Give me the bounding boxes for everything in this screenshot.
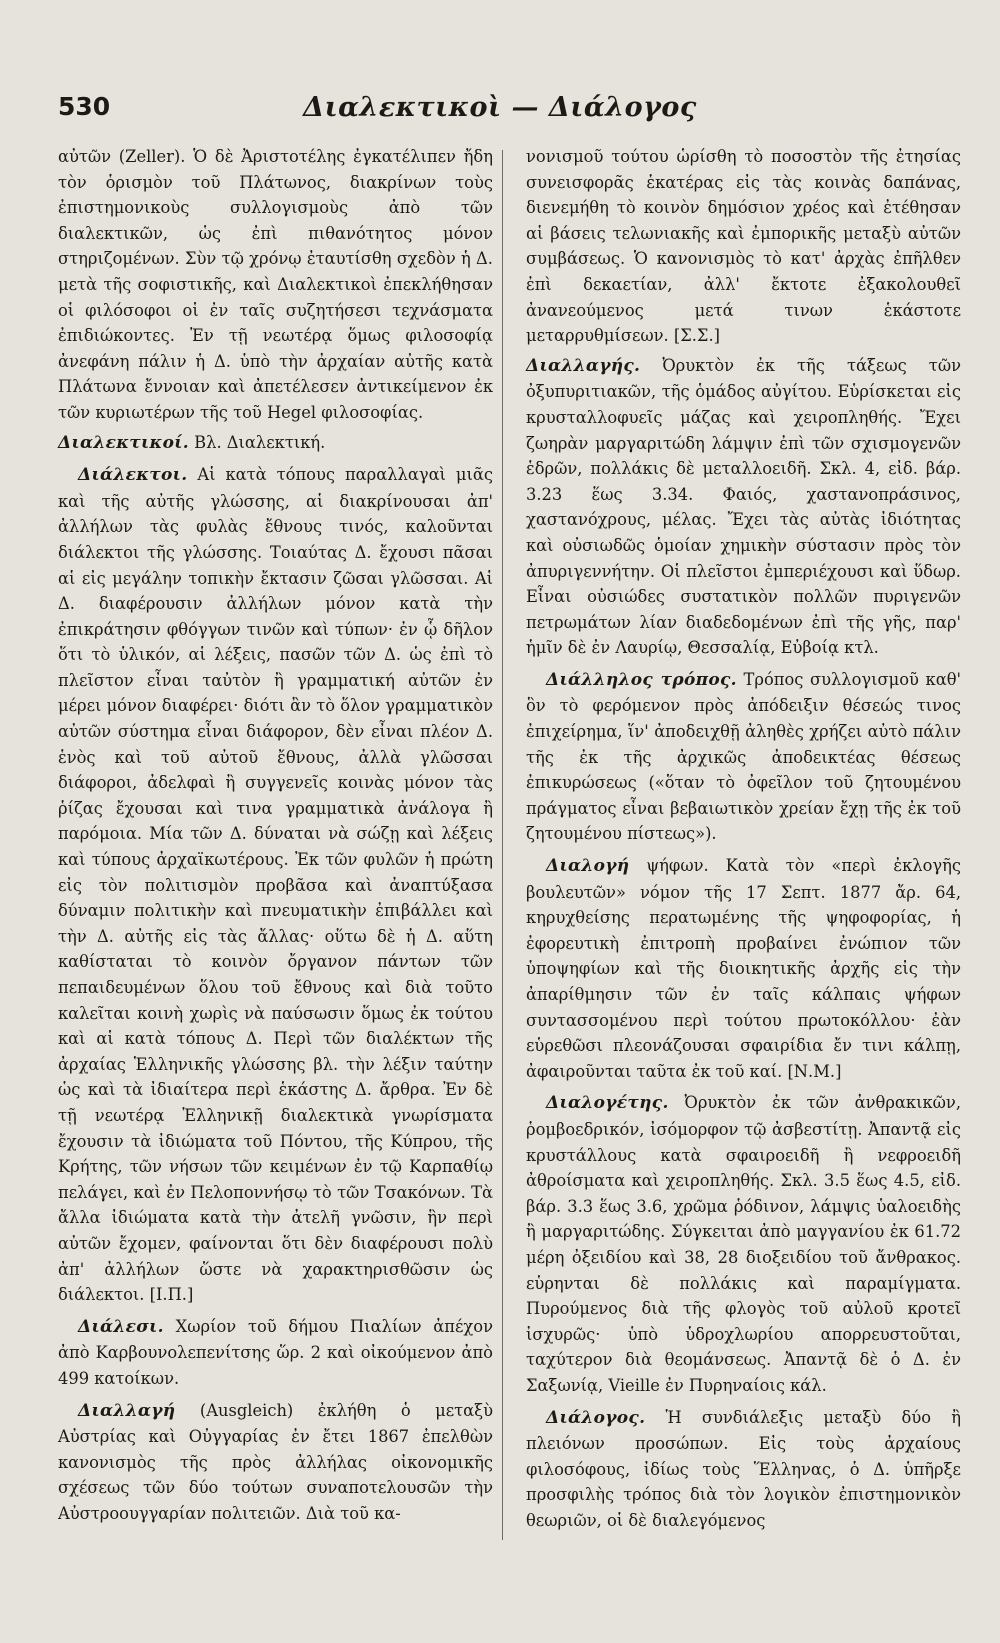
dictionary-entry xyxy=(526,1090,961,1398)
dictionary-entry xyxy=(526,1405,961,1534)
entry-text: Ὀρυκτὸν ἐκ τῶν ἀνθρακικῶν, ῥομβοεδρικόν, ἰσόμορφον τῷ ἀσβεστίτῃ. Ἀπαντᾷ εἰς κρυστάλλους κατὰ σφαιροειδῆ ἢ νεφροειδῆ ἀθροίσματα καὶ χειροπληθής. Σκλ. 3.5 ἕως 4.5, εἰδ. βάρ. 3.3 ἕως 3.6, χρῶμα ῥόδινον, λάμψις ὑαλοειδὴς ἢ μαργαριτώδης. Σύγκειται ἀπὸ μαγγανίου ἐκ 61.72 μέρη ὀξειδίου καὶ 38, 28 διοξειδίου τοῦ ἄνθρακος. εὑρηνται δὲ πολλάκις καὶ παραμίγματα. Πυρούμενος διὰ τῆς φλογὸς τοῦ αὐλοῦ κροτεῖ ἰσχυρῶς· ὑπὸ ὑδροχλωρίου απορρευστοῦται, ταχύτερον διὰ θεομάνσεως. Ἀπαντᾷ δὲ ὁ Δ. ἐν Σαξωνίᾳ, Vieille ἐν Πυρηναίοις κάλ. xyxy=(526,1093,961,1395)
entry-headword: Διάλεκτοι. xyxy=(78,465,188,486)
continued-paragraph: αὐτῶν (Zeller). Ὁ δὲ Ἀριστοτέλης ἐγκατέλιπεν ἤδη τὸν ὁρισμὸν τοῦ Πλάτωνος, διακρίνων τοὺς ἐπιστημονικοὺς συλλογισμοὺς ἀπὸ τῶν διαλεκτικῶν, ὡς ἐπὶ πιθανότητος μόνον στηριζομένων. Σὺν τῷ χρόνῳ ἐταυτίσθη σχεδὸν ἡ Δ. μετὰ τῆς σοφιστικῆς, καὶ Διαλεκτικοὶ ἐπεκλήθησαν οἱ φιλόσοφοι οἱ ἐν ταῖς συζητήσεσι τεχνάσματα ἐπιδιώκοντες. Ἐν τῇ νεωτέρᾳ ὅμως φιλοσοφίᾳ ἀνεφάνη πάλιν ἡ Δ. ὑπὸ τὴν ἀρχαίαν αὐτῆς κατὰ Πλάτωνα ἔννοιαν καὶ ἀπετέλεσεν ἀντικείμενον ἐκ τῶν κυριωτέρων τῆς τοῦ Hegel φιλοσοφίας. xyxy=(58,147,493,422)
entry-headword: Διάλληλος τρόπος. xyxy=(546,669,737,690)
dictionary-entry xyxy=(526,353,961,661)
entry-text: Τρόπος συλλογισμοῦ καθ' ὃν τὸ φερόμενον πρὸς ἀπόδειξιν θέσεώς τινος ἐπιχείρημα, ἵν' ἀποδειχθῇ ἀληθὲς χρήζει αὐτὸ πάλιν τῆς ἐκ τῆς ἀρχικῶς ἀποδεικτέας θέσεως ἐπικυρώσεως («ὅταν τὸ ὀφεῖλον τοῦ ζητουμένου πράγματος εἶναι βεβαιωτικὸν χρείαν ἔχῃ τῆς ἐκ τοῦ ζητουμένου πίστεως»). xyxy=(526,669,961,844)
continued-paragraph: νονισμοῦ τούτου ὡρίσθη τὸ ποσοστὸν τῆς ἐτησίας συνεισφορᾶς ἑκατέρας εἰς τὰς κοινὰς δαπάνας, διενεμήθη τὸ κοινὸν δημόσιον χρέος καὶ ἐτέθησαν αἱ βάσεις τελωνιακῆς καὶ ἐμπορικῆς μεταξὺ αὐτῶν συμβάσεως. Ὁ κανονισμὸς τὸ κατ' ἀρχὰς ἐπῆλθεν ἐπὶ δεκαετίαν, ἀλλ' ἔκτοτε ἐξακολουθεῖ ἀνανεούμενος μετά τινων ἑκάστοτε μεταρρυθμίσεων. [Σ.Σ.] xyxy=(526,147,961,346)
right-column xyxy=(526,144,961,1539)
entry-text: ψήφων. Κατὰ τὸν «περὶ ἐκλογῆς βουλευτῶν» νόμον τῆς 17 Σεπτ. 1877 ἄρ. 64, κηρυχθείσης περατωμένης τῆς ψηφοφορίας, ἡ ἐφορευτικὴ ἐπιτροπὴ προβαίνει ἐνώπιον τῶν ὑποψηφίων καὶ τῆς διοικητικῆς ἀρχῆς εἰς τὴν ἀπαρίθμησιν τῶν ἐν ταῖς κάλπαις ψήφων συντασσομένου περὶ τούτου πρωτοκόλλου· ἐὰν εὑρεθῶσι πλεονάζουσαι σφαιρίδια ἔν τινι κάλπῃ, ἀφαιροῦνται ταῦτα ἐκ τοῦ καί. [Ν.Μ.] xyxy=(526,856,961,1081)
entry-headword: Διαλογή xyxy=(546,856,630,877)
entry-text: Βλ. Διαλεκτική. xyxy=(188,432,326,452)
dictionary-entry xyxy=(526,667,961,847)
entry-text: Ὀρυκτὸν ἐκ τῆς τάξεως τῶν ὀξυπυριτιακῶν, τῆς ὁμάδος αὐγίτου. Εὑρίσκεται εἰς κρυσταλλοφυεῖς μάζας καὶ χειροπληθής. Ἔχει ζωηρὰν μαργαριτώδη λάμψιν ἐπὶ τῶν σχισμογενῶν ἑδρῶν, πολλάκις δὲ μεταλλοειδῆ. Σκλ. 4, εἰδ. βάρ. 3.23 ἕως 3.34. Φαιός, χαστανοπράσινος, χαστανόχρους, μέλας. Ἔχει τὰς αὐτὰς ἰδιότητας καὶ οὐσιωδῶς ὁμοίαν χημικὴν σύστασιν πρὸς τὸν ἀπυριγεννήτην. Οἱ πλεῖστοι ἐμπεριέχουσι καὶ ὕδωρ. Εἶναι οὐσιώδες συστατικὸν πολλῶν πυριγενῶν πετρωμάτων λίαν διαδεδομένων ἐπὶ τῆς γῆς, παρ' ἡμῖν δὲ ἐν Λαυρίῳ, Θεσσαλίᾳ, Εὐβοίᾳ κτλ. xyxy=(526,355,961,658)
running-title: Διαλεκτικοὶ — Διάλογος xyxy=(303,92,697,123)
dictionary-entry xyxy=(58,430,493,457)
entry-text: (Ausgleich) ἐκλήθη ὁ μεταξὺ Αὐστρίας καὶ Οὐγγαρίας ἐν ἔτει 1867 ἐπελθὼν κανονισμὸς τῆς πρὸς ἀλλήλας οἰκονομικῆς σχέσεως τῶν δύο τούτων συναποτελουσῶν τὴν Αὐστροουγγαρίαν πολιτειῶν. Διὰ τοῦ κα- xyxy=(58,1400,493,1523)
entry-headword: Διαλλαγής. xyxy=(526,355,641,376)
entry-text: Ἡ συνδιάλεξις μεταξὺ δύο ἢ πλειόνων προσώπων. Εἰς τοὺς ἀρχαίους φιλοσόφους, ἰδίως τοὺς Ἕλληνας, ὁ Δ. ὑπῆρξε προσφιλὴς τρόπος διὰ τὸν λογικὸν ἐπιστημονικὸν θεωριῶν, οἱ δὲ διαλεγόμενος xyxy=(526,1407,961,1530)
left-column xyxy=(58,144,493,1532)
column-divider xyxy=(502,150,503,1540)
entry-headword: Διαλεκτικοί. xyxy=(58,432,189,453)
entry-headword: Διάλεσι. xyxy=(78,1316,164,1337)
dictionary-entry xyxy=(58,1398,493,1527)
dictionary-entry xyxy=(526,853,961,1084)
dictionary-entry xyxy=(58,462,493,1308)
dictionary-entry xyxy=(58,1314,493,1392)
entry-headword: Διάλογος. xyxy=(546,1407,646,1428)
entry-text: Χωρίον τοῦ δήμου Πιαλίων ἀπέχον ἀπὸ Καρβουνολεπενίτσης ὥρ. 2 καὶ οἰκούμενον ἀπὸ 499 κατοίκων. xyxy=(58,1316,493,1388)
entry-text: Αἱ κατὰ τόπους παραλλαγαὶ μιᾶς καὶ τῆς αὐτῆς γλώσσης, αἱ διακρίνουσαι ἀπ' ἀλλήλων τὰς φυλὰς ἔθνους τινός, καλοῦνται διάλεκτοι τῆς γλώσσης. Τοιαύτας Δ. ἔχουσι πᾶσαι αἱ εἰς μεγάλην τοπικὴν ἔκτασιν ζῶσαι γλῶσσαι. Αἱ Δ. διαφέρουσιν ἀλλήλων μόνον κατὰ τὴν ἐπικράτησιν φθόγγων τινῶν καὶ τύπων· ἐν ᾧ δῆλον ὅτι τὸ ὑλικόν, αἱ λέξεις, πασῶν τῶν Δ. ὡς ἐπὶ τὸ πλεῖστον εἶναι ταὐτὸν ἢ γραμματική αὐτῶν ἐν μέρει μόνον διαφέρει· διότι ἂν τὸ ὅλον γραμματικὸν αὐτῶν σύστημα εἶναι διάφορον, δὲν εἶναι πλέον Δ. ἑνὸς καὶ τοῦ αὐτοῦ ἔθνους, ἀλλὰ γλῶσσαι διάφοροι, ἀδελφαὶ ἢ συγγενεῖς κοινὰς μόνον τὰς ῥίζας ἔχουσαι καὶ τινα γραμματικὰ ἀνάλογα ἢ παρόμοια. Μία τῶν Δ. δύναται νὰ σώζῃ καὶ λέξεις καὶ τύπους ἀρχαϊκωτέρους. Ἐκ τῶν φυλῶν ἡ πρώτη εἰς τὸν πολιτισμὸν προβᾶσα καὶ ἀναπτύξασα δύναμιν πολιτικὴν καὶ πνευματικὴν ἐπιβάλλει καὶ τὴν Δ. αὐτῆς εἰς τὰς ἄλλας· οὕτω δὲ ἡ Δ. αὕτη καθίσταται τὸ κοινὸν ὄργανον πάντων τῶν πεπαιδευμένων ὅλου τοῦ ἔθνους καὶ διὰ τοῦτο καλεῖται κοινὴ χωρὶς νὰ παύσωσιν ὅμως ἐκ τούτου καὶ αἱ κατὰ τόπους Δ. Περὶ τῶν διαλέκτων τῆς ἀρχαίας Ἑλληνικῆς γλώσσης βλ. τὴν λέξιν ταύτην ὡς καὶ τὰ ἰδιαίτερα περὶ ἑκάστης Δ. ἄρθρα. Ἐν δὲ τῇ νεωτέρᾳ Ἑλληνικῇ διαλεκτικὰ γνωρίσματα ἔχουσιν τὰ ἰδιώματα τοῦ Πόντου, τῆς Κύπρου, τῆς Κρήτης, τῶν νήσων τῶν κειμένων ἐν τῷ Καρπαθίῳ πελάγει, καὶ ἐν Πελοποννήσῳ τὸ τῶν Τσακόνων. Τὰ ἄλλα ἰδιώματα κατὰ τὴν ἀτελῆ γνῶσιν, ἣν περὶ αὐτῶν ἔχομεν, φαίνονται ὅτι δὲν διαφέρουσι πολὺ ἀπ' ἀλλήλων ὥστε νὰ χαρακτηρισθῶσιν ὡς διάλεκτοι. [Ι.Π.] xyxy=(58,465,493,1305)
entry-headword: Διαλογέτης. xyxy=(546,1093,669,1114)
page-number: 530 xyxy=(58,92,111,121)
page-header xyxy=(58,92,942,132)
entry-headword: Διαλλαγή xyxy=(78,1400,176,1421)
